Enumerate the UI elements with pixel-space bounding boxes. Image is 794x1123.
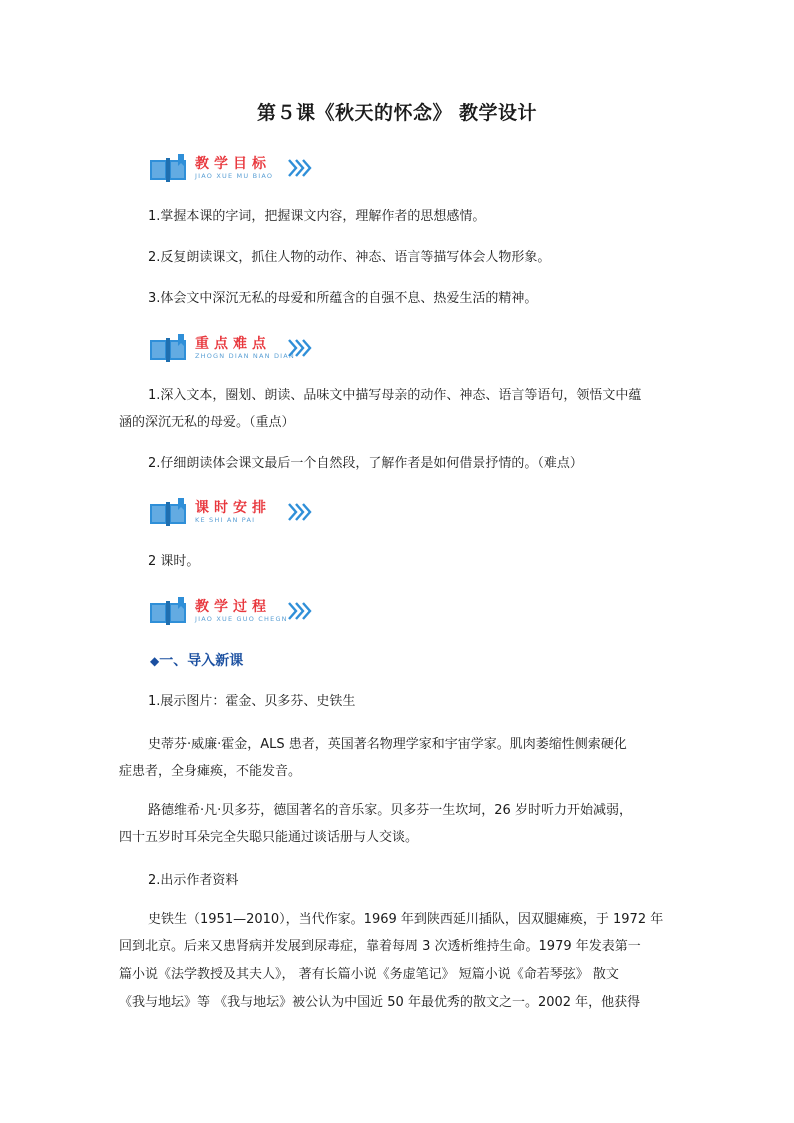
keypoint-2: 2.仔细朗读体会课文最后一个自然段，了解作者是如何借景抒情的。（难点） — [148, 456, 583, 471]
triple-chevron-icon — [287, 337, 313, 359]
diamond-bullet-icon: ◆ — [150, 654, 160, 668]
section-header-goals — [148, 152, 348, 186]
subheading-text: 一、导入新课 — [159, 653, 244, 669]
subheading-intro — [150, 650, 243, 670]
keypoint-1-line-1: 1.深入文本，圈划、朗读、品味文中描写母亲的动作、神态、语言等语句，领悟文中蕴 — [148, 388, 642, 403]
schedule-text: 2 课时。 — [148, 554, 200, 569]
beethoven-line-1: 路德维希·凡·贝多芬，德国著名的音乐家。贝多芬一生坎坷，26 岁时听力开始减弱， — [148, 803, 632, 818]
triple-chevron-icon — [287, 600, 313, 622]
section-header-process — [148, 595, 348, 629]
section-title: 课时安排 — [195, 500, 271, 516]
author-bio-line-2: 回到北京。后来又患肾病并发展到尿毒症，靠着每周 3 次透析维持生命。1979 年发表第一 — [119, 939, 641, 954]
section-title: 重点难点 — [195, 336, 271, 352]
open-book-icon — [148, 154, 188, 182]
open-book-icon — [148, 334, 188, 362]
section-pinyin: ZHOGN DIAN NAN DIAN — [195, 352, 295, 360]
open-book-icon — [148, 498, 188, 526]
section-header-schedule — [148, 496, 348, 530]
open-book-icon — [148, 597, 188, 625]
goal-item-2: 2.反复朗读课文，抓住人物的动作、神态、语言等描写体会人物形象。 — [148, 250, 551, 265]
section-title: 教学目标 — [195, 156, 271, 172]
process-item-2: 2.出示作者资料 — [148, 873, 239, 888]
section-title: 教学过程 — [195, 599, 271, 615]
process-item-1: 1.展示图片：霍金、贝多芬、史铁生 — [148, 694, 356, 709]
author-bio-line-1: 史铁生（1951—2010），当代作家。1969 年到陕西延川插队，因双腿瘫痪，于 1972 年 — [148, 912, 664, 927]
section-header-keypoints — [148, 332, 348, 366]
author-bio-line-4: 《我与地坛》等 《我与地坛》被公认为中国近 50 年最优秀的散文之一。2002 年，他获得 — [119, 995, 641, 1010]
section-pinyin: JIAO XUE MU BIAO — [195, 172, 274, 180]
author-bio-line-3: 篇小说《法学教授及其夫人》， 著有长篇小说《务虚笔记》 短篇小说《命若琴弦》 散文 — [119, 967, 619, 982]
keypoint-1-line-2: 涵的深沉无私的母爱。（重点） — [119, 415, 295, 430]
goal-item-1: 1.掌握本课的字词，把握课文内容，理解作者的思想感情。 — [148, 209, 486, 224]
hawking-line-2: 症患者，全身瘫痪，不能发音。 — [119, 764, 302, 779]
triple-chevron-icon — [287, 157, 313, 179]
beethoven-line-2: 四十五岁时耳朵完全失聪只能通过谈话册与人交谈。 — [119, 830, 419, 845]
document-title: 第５课《秋天的怀念》 教学设计 — [256, 102, 538, 124]
triple-chevron-icon — [287, 501, 313, 523]
section-pinyin: JIAO XUE GUO CHEGN — [195, 615, 288, 623]
hawking-line-1: 史蒂芬·威廉·霍金，ALS 患者，英国著名物理学家和宇宙学家。肌肉萎缩性侧索硬化 — [148, 737, 627, 752]
section-pinyin: KE SHI AN PAI — [195, 516, 256, 524]
goal-item-3: 3.体会文中深沉无私的母爱和所蕴含的自强不息、热爱生活的精神。 — [148, 291, 538, 306]
